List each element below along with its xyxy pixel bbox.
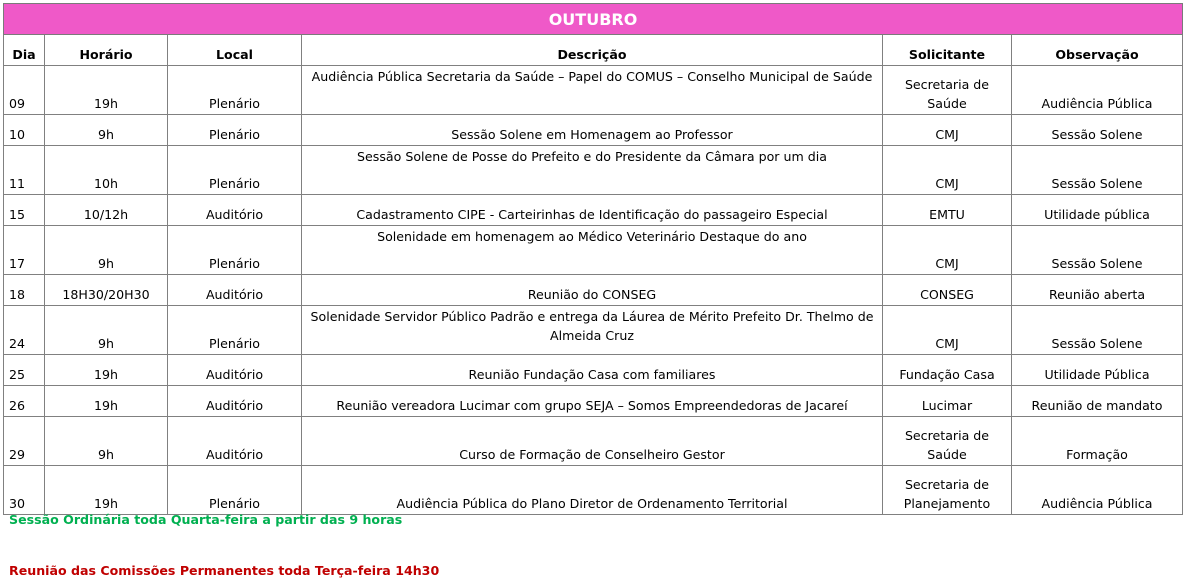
header-dia: Dia bbox=[4, 35, 45, 66]
month-banner: OUTUBRO bbox=[4, 4, 1183, 35]
cell-solicitante: Secretaria de Planejamento bbox=[883, 466, 1012, 515]
committees-note: Reunião das Comissões Permanentes toda Terça-feira 14h30 bbox=[9, 563, 440, 578]
cell-local: Auditório bbox=[168, 195, 302, 226]
schedule-table bbox=[3, 3, 1183, 515]
cell-horario: 9h bbox=[45, 226, 168, 275]
cell-dia: 18 bbox=[4, 275, 45, 306]
header-horario: Horário bbox=[45, 35, 168, 66]
cell-observacao: Reunião aberta bbox=[1012, 275, 1183, 306]
cell-dia: 24 bbox=[4, 306, 45, 355]
table-row bbox=[4, 146, 1183, 195]
cell-local: Plenário bbox=[168, 115, 302, 146]
cell-descricao: Audiência Pública do Plano Diretor de Ordenamento Territorial bbox=[302, 466, 883, 515]
cell-local: Plenário bbox=[168, 226, 302, 275]
cell-horario: 19h bbox=[45, 386, 168, 417]
table-row bbox=[4, 306, 1183, 355]
cell-horario: 9h bbox=[45, 115, 168, 146]
cell-local: Auditório bbox=[168, 417, 302, 466]
cell-descricao: Solenidade em homenagem ao Médico Veterinário Destaque do ano bbox=[302, 226, 883, 275]
cell-descricao: Sessão Solene em Homenagem ao Professor bbox=[302, 115, 883, 146]
schedule-wrapper bbox=[3, 3, 1182, 515]
cell-horario: 9h bbox=[45, 306, 168, 355]
cell-solicitante: CMJ bbox=[883, 306, 1012, 355]
cell-descricao: Sessão Solene de Posse do Prefeito e do Presidente da Câmara por um dia bbox=[302, 146, 883, 195]
cell-observacao: Formação bbox=[1012, 417, 1183, 466]
header-descricao: Descrição bbox=[302, 35, 883, 66]
cell-observacao: Audiência Pública bbox=[1012, 66, 1183, 115]
cell-descricao: Curso de Formação de Conselheiro Gestor bbox=[302, 417, 883, 466]
cell-local: Auditório bbox=[168, 355, 302, 386]
cell-solicitante: Lucimar bbox=[883, 386, 1012, 417]
header-solicitante: Solicitante bbox=[883, 35, 1012, 66]
header-row bbox=[4, 35, 1183, 66]
cell-horario: 9h bbox=[45, 417, 168, 466]
cell-dia: 11 bbox=[4, 146, 45, 195]
cell-observacao: Sessão Solene bbox=[1012, 306, 1183, 355]
cell-solicitante: CMJ bbox=[883, 226, 1012, 275]
table-row bbox=[4, 386, 1183, 417]
cell-descricao: Reunião Fundação Casa com familiares bbox=[302, 355, 883, 386]
cell-solicitante: CMJ bbox=[883, 146, 1012, 195]
cell-observacao: Utilidade pública bbox=[1012, 195, 1183, 226]
header-observacao: Observação bbox=[1012, 35, 1183, 66]
cell-dia: 17 bbox=[4, 226, 45, 275]
cell-descricao: Reunião do CONSEG bbox=[302, 275, 883, 306]
cell-horario: 18H30/20H30 bbox=[45, 275, 168, 306]
cell-dia: 26 bbox=[4, 386, 45, 417]
cell-horario: 19h bbox=[45, 466, 168, 515]
cell-solicitante: EMTU bbox=[883, 195, 1012, 226]
cell-observacao: Sessão Solene bbox=[1012, 115, 1183, 146]
table-row bbox=[4, 355, 1183, 386]
cell-local: Plenário bbox=[168, 146, 302, 195]
cell-observacao: Audiência Pública bbox=[1012, 466, 1183, 515]
schedule-body bbox=[4, 66, 1183, 515]
cell-observacao: Sessão Solene bbox=[1012, 146, 1183, 195]
table-row bbox=[4, 417, 1183, 466]
cell-dia: 30 bbox=[4, 466, 45, 515]
cell-horario: 10/12h bbox=[45, 195, 168, 226]
cell-dia: 15 bbox=[4, 195, 45, 226]
cell-descricao: Cadastramento CIPE - Carteirinhas de Identificação do passageiro Especial bbox=[302, 195, 883, 226]
cell-descricao: Solenidade Servidor Público Padrão e entrega da Láurea de Mérito Prefeito Dr. Thelmo de Almeida Cruz bbox=[302, 306, 883, 355]
table-row bbox=[4, 275, 1183, 306]
cell-local: Plenário bbox=[168, 66, 302, 115]
header-local: Local bbox=[168, 35, 302, 66]
cell-dia: 25 bbox=[4, 355, 45, 386]
cell-local: Plenário bbox=[168, 466, 302, 515]
cell-descricao: Reunião vereadora Lucimar com grupo SEJA – Somos Empreendedoras de Jacareí bbox=[302, 386, 883, 417]
table-row bbox=[4, 115, 1183, 146]
table-row bbox=[4, 66, 1183, 115]
cell-dia: 09 bbox=[4, 66, 45, 115]
cell-dia: 10 bbox=[4, 115, 45, 146]
cell-observacao: Reunião de mandato bbox=[1012, 386, 1183, 417]
cell-horario: 10h bbox=[45, 146, 168, 195]
cell-local: Auditório bbox=[168, 275, 302, 306]
cell-horario: 19h bbox=[45, 66, 168, 115]
cell-horario: 19h bbox=[45, 355, 168, 386]
cell-solicitante: Secretaria de Saúde bbox=[883, 66, 1012, 115]
cell-observacao: Sessão Solene bbox=[1012, 226, 1183, 275]
cell-local: Plenário bbox=[168, 306, 302, 355]
table-row bbox=[4, 466, 1183, 515]
cell-solicitante: Fundação Casa bbox=[883, 355, 1012, 386]
ordinary-session-note: Sessão Ordinária toda Quarta-feira a partir das 9 horas bbox=[9, 512, 403, 527]
cell-observacao: Utilidade Pública bbox=[1012, 355, 1183, 386]
table-row bbox=[4, 226, 1183, 275]
cell-solicitante: CMJ bbox=[883, 115, 1012, 146]
cell-solicitante: Secretaria de Saúde bbox=[883, 417, 1012, 466]
table-row bbox=[4, 195, 1183, 226]
cell-descricao: Audiência Pública Secretaria da Saúde – Papel do COMUS – Conselho Municipal de Saúde bbox=[302, 66, 883, 115]
cell-dia: 29 bbox=[4, 417, 45, 466]
cell-solicitante: CONSEG bbox=[883, 275, 1012, 306]
cell-local: Auditório bbox=[168, 386, 302, 417]
